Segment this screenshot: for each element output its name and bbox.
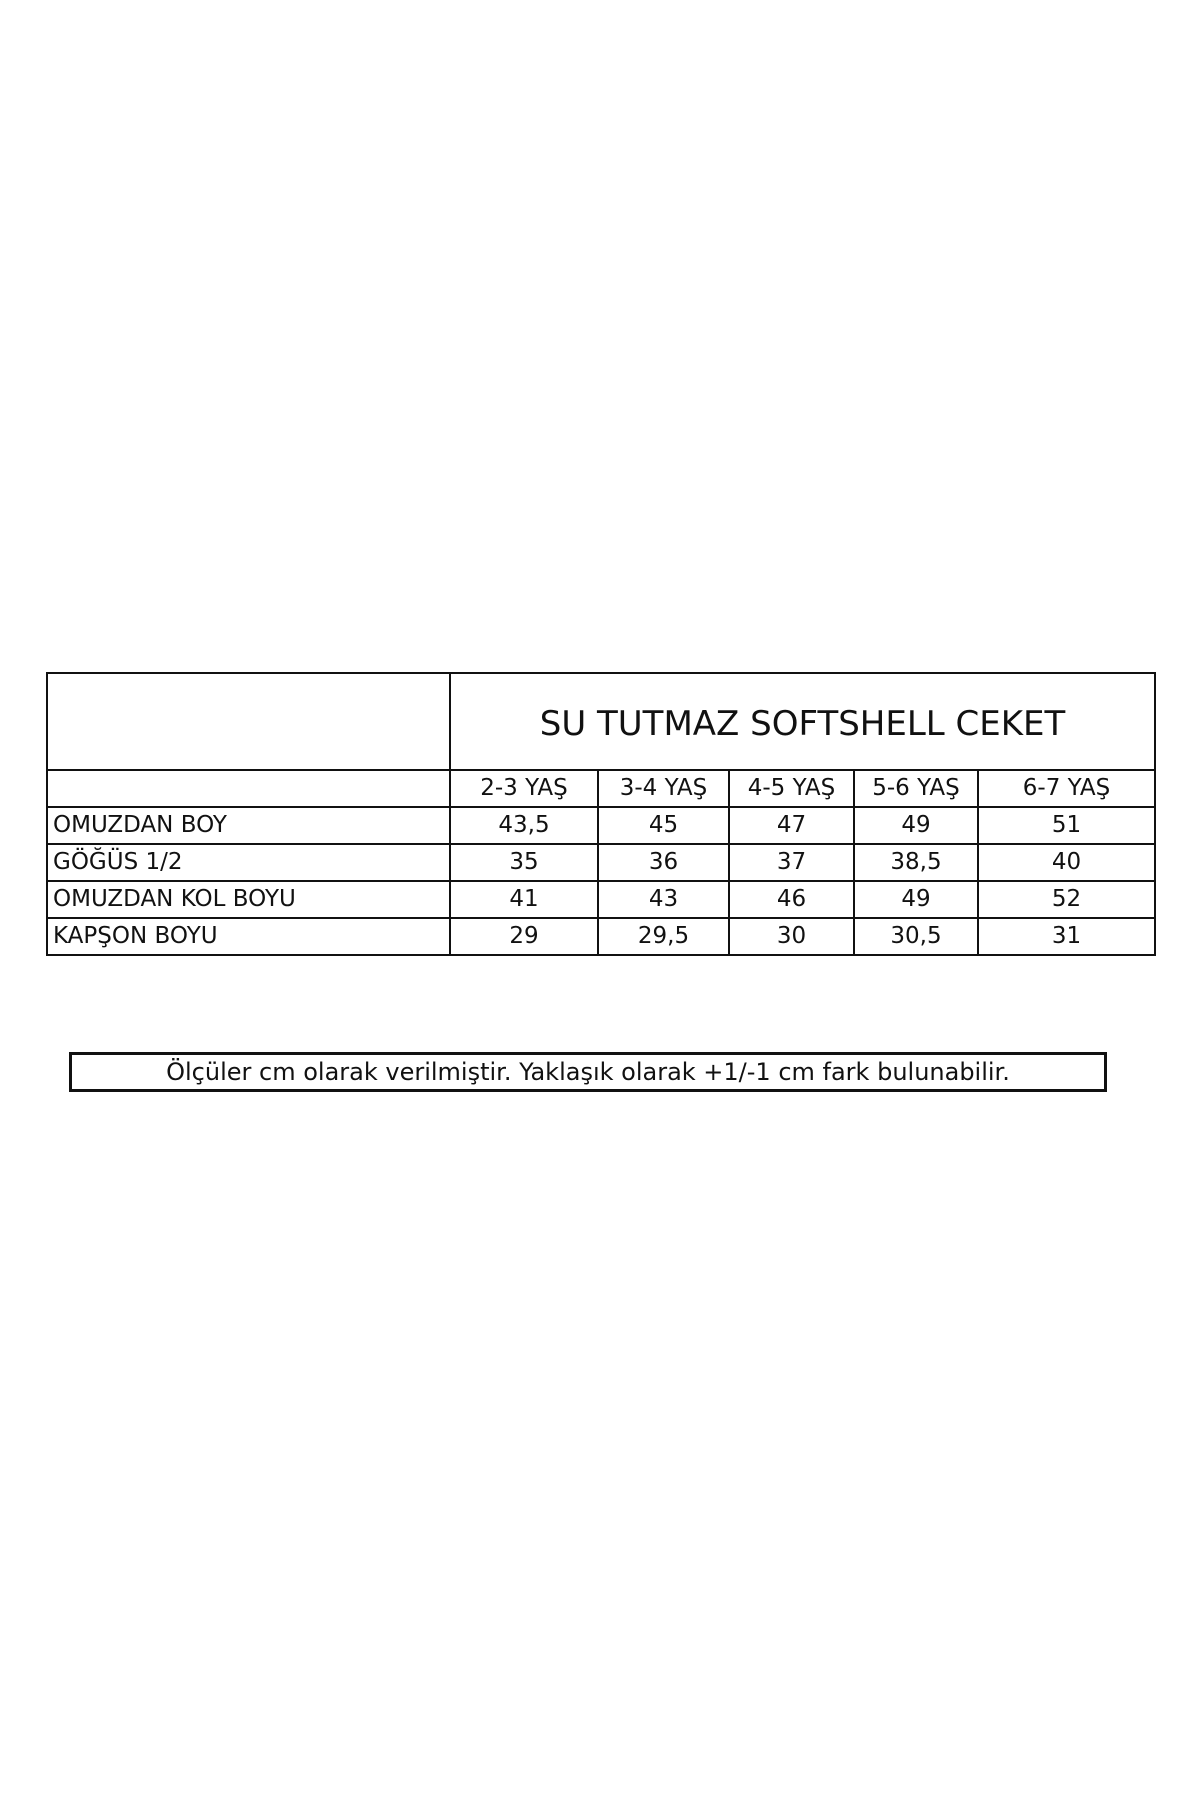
measurement-cell: 31 [978, 918, 1155, 955]
row-label: GÖĞÜS 1/2 [47, 844, 450, 881]
measurement-cell: 30 [729, 918, 854, 955]
row-label: KAPŞON BOYU [47, 918, 450, 955]
size-header: 4-5 YAŞ [729, 770, 854, 807]
table-row [47, 881, 1155, 918]
measurement-cell: 45 [598, 807, 729, 844]
measurement-cell: 40 [978, 844, 1155, 881]
measurement-cell: 52 [978, 881, 1155, 918]
measurement-cell: 47 [729, 807, 854, 844]
measurement-cell: 30,5 [854, 918, 978, 955]
size-header-row [47, 770, 1155, 807]
table-row [47, 918, 1155, 955]
size-header: 6-7 YAŞ [978, 770, 1155, 807]
empty-corner-cell [47, 673, 450, 770]
measurement-cell: 29 [450, 918, 598, 955]
measurement-cell: 46 [729, 881, 854, 918]
row-label: OMUZDAN KOL BOYU [47, 881, 450, 918]
measurement-cell: 37 [729, 844, 854, 881]
measurement-note [69, 1052, 1107, 1092]
size-header: 2-3 YAŞ [450, 770, 598, 807]
table-row [47, 807, 1155, 844]
row-label: OMUZDAN BOY [47, 807, 450, 844]
size-header: 5-6 YAŞ [854, 770, 978, 807]
measurement-cell: 41 [450, 881, 598, 918]
measurement-cell: 51 [978, 807, 1155, 844]
measurement-note-text: Ölçüler cm olarak verilmiştir. Yaklaşık olarak +1/-1 cm fark bulunabilir. [166, 1058, 1010, 1086]
measurement-cell: 49 [854, 807, 978, 844]
table-row [47, 844, 1155, 881]
measurement-cell: 29,5 [598, 918, 729, 955]
measurement-cell: 35 [450, 844, 598, 881]
measurement-cell: 43 [598, 881, 729, 918]
table-title-row [47, 673, 1155, 770]
measurement-cell: 36 [598, 844, 729, 881]
empty-header-cell [47, 770, 450, 807]
table-title: SU TUTMAZ SOFTSHELL CEKET [450, 673, 1155, 770]
measurement-cell: 38,5 [854, 844, 978, 881]
size-header: 3-4 YAŞ [598, 770, 729, 807]
measurement-cell: 49 [854, 881, 978, 918]
measurement-cell: 43,5 [450, 807, 598, 844]
size-chart-table [46, 672, 1156, 956]
